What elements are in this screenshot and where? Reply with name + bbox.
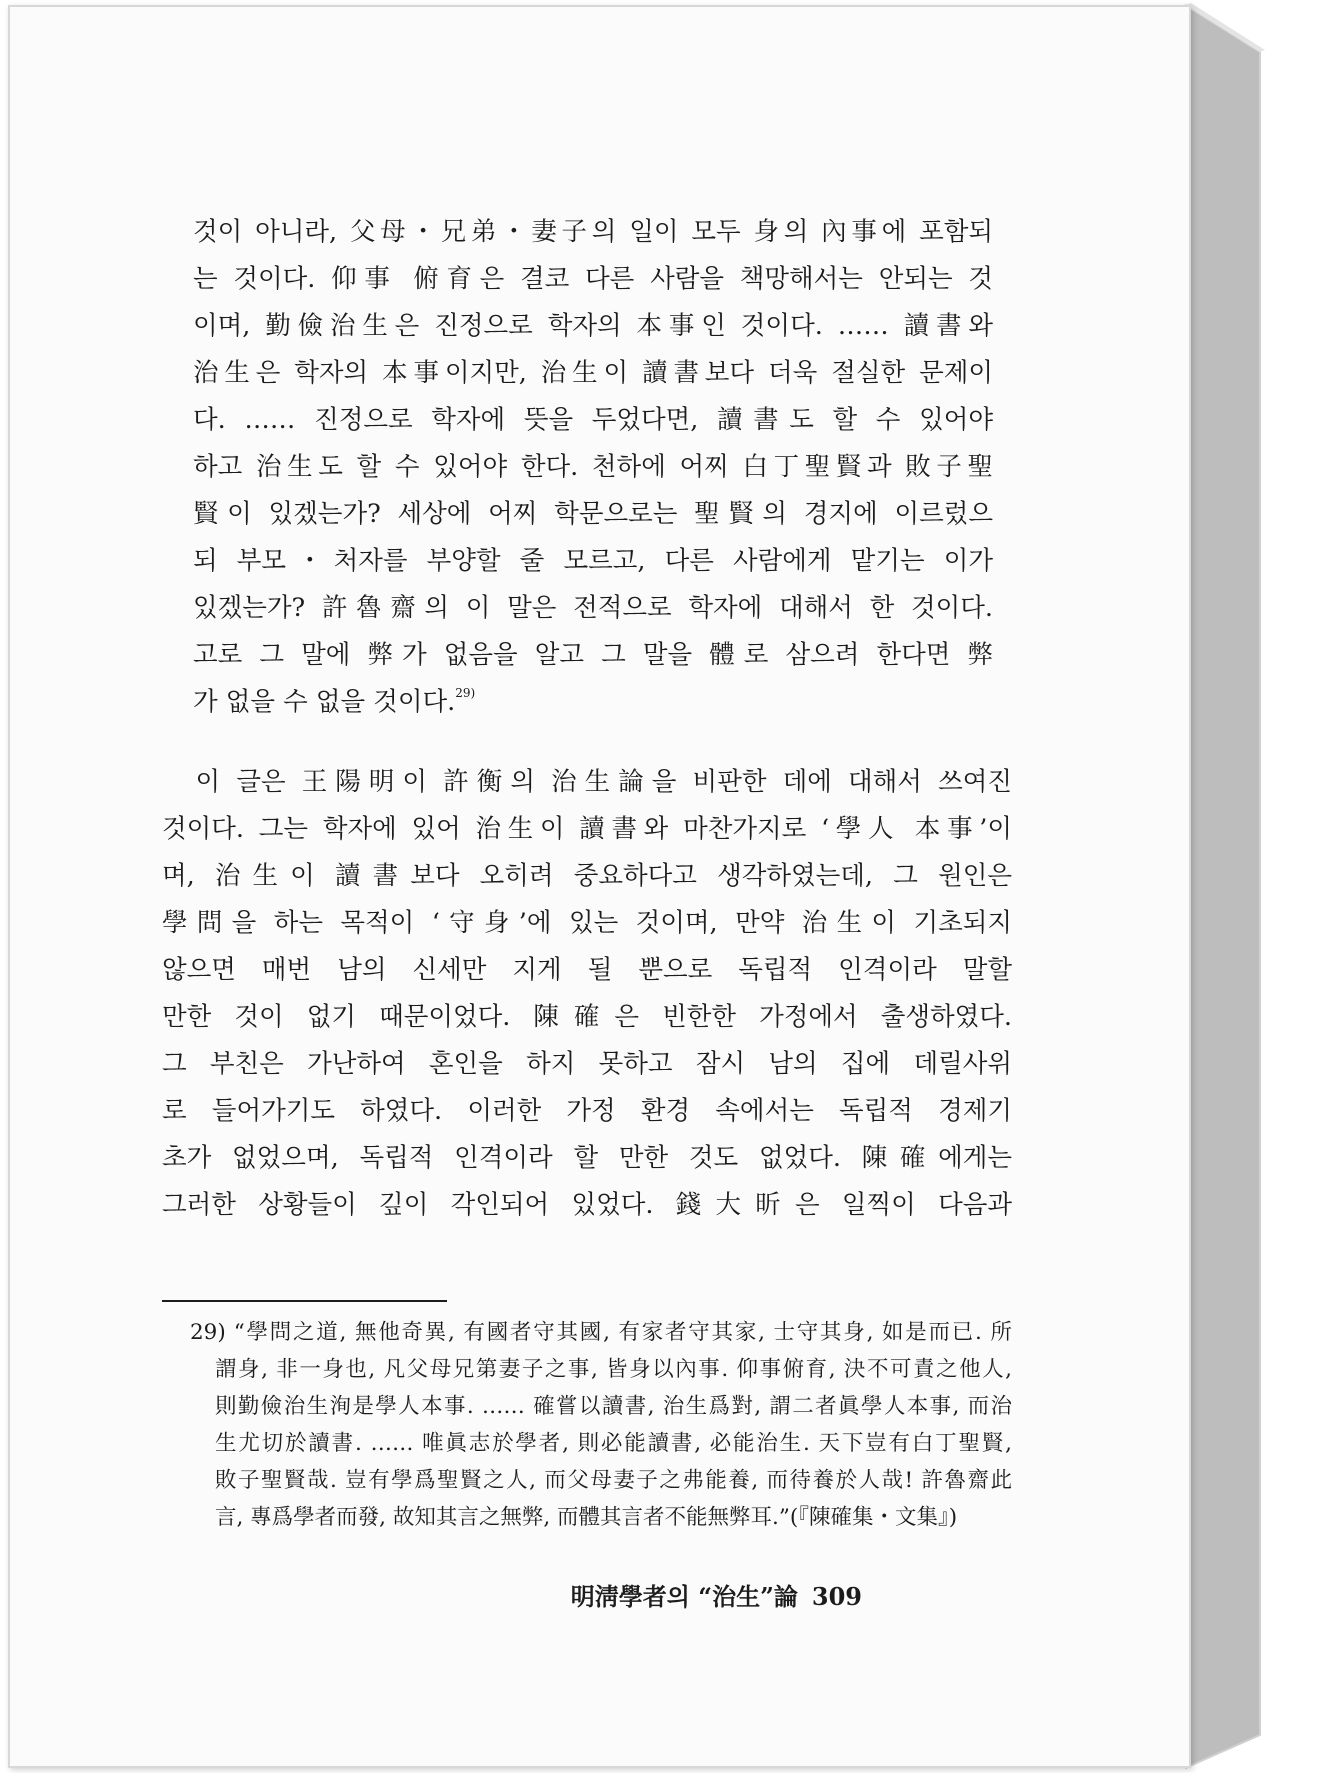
footnote-divider (162, 1300, 447, 1302)
footnote-line: 則勤儉治生洵是學人本事. …… 確嘗以讀書, 治生爲對, 謂二者眞學人本事, 而治 (215, 1394, 1012, 1419)
quote-line: 賢이 있겠는가? 세상에 어찌 학문으로는 聖賢의 경지에 이르렀으 (193, 499, 993, 529)
body-line: 않으면 매번 남의 신세만 지게 될 뿐으로 독립적 인격이라 말할 (162, 955, 1012, 985)
body-line: 만한 것이 없기 때문이었다. 陳確은 빈한한 가정에서 출생하였다. (162, 1002, 1012, 1032)
footnote-number: 29) (190, 1320, 226, 1345)
quote-last-line-text: 가 없을 수 없을 것이다. (193, 687, 456, 717)
quote-line (193, 682, 993, 718)
body-line: 것이다. 그는 학자에 있어 治生이 讀書와 마찬가지로 ‘學人 本事’이 (162, 814, 1012, 844)
footnote-line: 謂身, 非一身也, 凡父母兄第妻子之事, 皆身以內事. 仰事俯育, 決不可責之他人, (215, 1357, 1012, 1382)
body-line: 며, 治生이 讀書보다 오히려 중요하다고 생각하였는데, 그 원인은 (162, 861, 1012, 891)
body-line: 초가 없었으며, 독립적 인격이라 할 만한 것도 없었다. 陳確에게는 (162, 1143, 1012, 1173)
running-title: 明淸學者의 “治生”論 (570, 1582, 798, 1611)
footnote-reference: 29) (455, 685, 476, 700)
quote-line: 는 것이다. 仰事 俯育은 결코 다른 사람을 책망해서는 안되는 것 (193, 264, 993, 294)
book-page (8, 5, 1191, 1768)
quote-line: 이며, 勤儉治生은 진정으로 학자의 本事인 것이다. …… 讀書와 (193, 311, 993, 341)
body-line: 그 부친은 가난하여 혼인을 하지 못하고 잠시 남의 집에 데릴사위 (162, 1049, 1012, 1079)
footnote-line-text: “學問之道, 無他奇異, 有國者守其國, 有家者守其家, 士守其身, 如是而已. 所 (233, 1320, 1012, 1345)
quote-line: 고로 그 말에 弊가 없음을 알고 그 말을 體로 삼으려 한다면 弊 (193, 640, 993, 670)
quote-line: 하고 治生도 할 수 있어야 한다. 천하에 어찌 白丁聖賢과 敗子聖 (193, 452, 993, 482)
page-number: 309 (811, 1582, 862, 1611)
quote-line: 있겠는가? 許魯齋의 이 말은 전적으로 학자에 대해서 한 것이다. (193, 593, 993, 623)
footnote-line: 言, 專爲學者而發, 故知其言之無弊, 而體其言者不能無弊耳.”(『陳確集・文集』) (215, 1505, 958, 1530)
book-edge (1185, 0, 1332, 1773)
body-line: 로 들어가기도 하였다. 이러한 가정 환경 속에서는 독립적 경제기 (162, 1096, 1012, 1126)
footnote-line: 敗子聖賢哉. 豈有學爲聖賢之人, 而父母妻子之弗能養, 而待養於人哉! 許魯齋此 (215, 1468, 1012, 1493)
body-line: 이 글은 王陽明이 許衡의 治生論을 비판한 데에 대해서 쓰여진 (162, 767, 1012, 797)
quote-line: 것이 아니라, 父母・兄弟・妻子의 일이 모두 身의 內事에 포함되 (193, 217, 993, 247)
body-line: 그러한 상황들이 깊이 각인되어 있었다. 錢大昕은 일찍이 다음과 (162, 1190, 1012, 1220)
quote-line: 되 부모・처자를 부양할 줄 모르고, 다른 사람에게 맡기는 이가 (193, 546, 993, 576)
footnote-line (190, 1315, 1012, 1346)
quote-line: 다. …… 진정으로 학자에 뜻을 두었다면, 讀書도 할 수 있어야 (193, 405, 993, 435)
running-footer (571, 1577, 862, 1612)
footnote-line: 生尤切於讀書. …… 唯眞志於學者, 則必能讀書, 必能治生. 天下豈有白丁聖賢, (215, 1431, 1012, 1456)
quote-line: 治生은 학자의 本事이지만, 治生이 讀書보다 더욱 절실한 문제이 (193, 358, 993, 388)
body-line: 學問을 하는 목적이 ‘守身’에 있는 것이며, 만약 治生이 기초되지 (162, 908, 1012, 938)
